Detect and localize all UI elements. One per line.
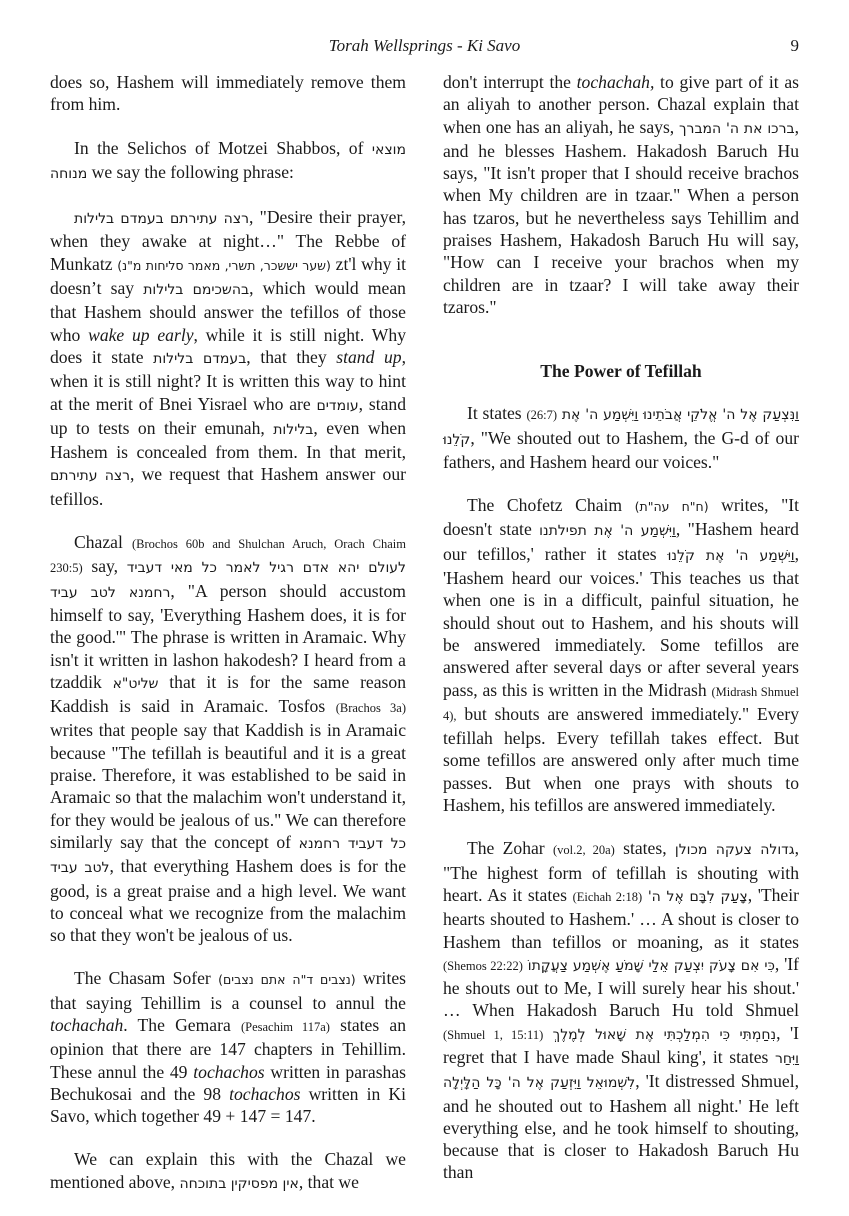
text-run: , 'Hashem heard our voices.' This teaches us that when one is in a difficult, painful situation, he should shout out to Hashem, and his shouts will be answered immediately. Some tefillos are answered after several days or after several years pass, as this is written in the Midrash [443, 543, 799, 700]
text-run: , "A person should accustom himself to say, 'Everything Hashem does, it is for the good.'" The phrase is written in Aramaic. Why isn't it written in lashon hakodesh? I heard from a tzaddik [50, 580, 406, 692]
text-run: . The Gemara [123, 1014, 241, 1035]
text-run: , while it is still night. Why does it state [50, 324, 406, 367]
text-run: , even when Hashem is concealed from them. In that merit, [50, 417, 407, 463]
italic-run: stand up [336, 346, 402, 367]
citation: (Pesachim 117a) [240, 1019, 330, 1034]
hebrew-phrase: נִחַמְתִּי כִּי הִמְלַכְתִּי אֶת שָׁאוּל לְמֶלֶךְ [552, 1026, 777, 1043]
italic-run: tochachah, [576, 72, 655, 92]
text-run: writes that people say that Kaddish is in Aramaic because "The tefillah is beautiful and it is a great praise. Therefore, it was established to be said in Aramaic so that the malachim won't understand it, for they would be jealous of us." We can therefore similarly say that the concept of [50, 720, 406, 852]
hebrew-phrase: וַיִּחַר לִשְׁמוּאֵל וַיִּזְעַק אֶל ה' כָּל הַלָּיְלָה [443, 1050, 799, 1092]
text-run: writes that saying Tehillim is a counsel to annul the [50, 968, 406, 1013]
text-run [543, 1023, 552, 1043]
left-column [50, 71, 406, 1216]
text-run: , stand up to tests on their emunah, [50, 393, 407, 438]
text-run: , that we [298, 1171, 359, 1192]
citation: (Brochos 60b and Shulchan Aruch, Orach Chaim 230:5) [50, 537, 407, 576]
text-run: , that they [246, 346, 337, 367]
text-run: Chazal [74, 532, 133, 553]
hebrew-phrase: רצה עתירתם [50, 468, 131, 485]
italic-run: tochachos [229, 1083, 301, 1104]
citation: (Brachos 3a) [335, 701, 406, 716]
italic-run: tochachos [193, 1061, 265, 1082]
text-run: written in Ki Savo, which together 49 + 147 = 147. [50, 1083, 406, 1127]
text-run: that it is for the same reason Kaddish is said in Aramaic. Tosfos [50, 671, 406, 717]
paragraph [443, 494, 799, 816]
text-run: The Zohar [467, 838, 553, 859]
text-run: , "The highest form of tefillah is shouting with heart. As it states [443, 838, 799, 905]
text-run: , and he blesses Hashem. Hakadosh Baruch Hu says, "It isn't proper that I should receive brachos when My children are in tzaar." When a person has tzaros, but he nevertheless says Tehillim and praises Hashem, Hakadosh Baruch Hu will say, "How can I receive your brachos when my children are in tzaar? I will take away their tzaros." [443, 116, 799, 317]
text-run: written in parashas Bechukosai and the 98 [50, 1061, 407, 1104]
page-number: 9 [790, 36, 799, 55]
hebrew-citation: (ח"ח עה"ת) [634, 499, 709, 515]
hebrew-citation: (שער יששכר, תשרי, מאמר סליחות מ"נ) [117, 257, 331, 273]
hebrew-phrase: אין מפסיקין בתוכחה [179, 1175, 299, 1192]
hebrew-phrase: גדולה צעקה מכולן [674, 842, 795, 859]
section-heading: The Power of Tefillah [540, 361, 702, 382]
text-run: , "We shouted out to Hashem, the G-d of our fathers, and Hashem heard our voices." [443, 427, 799, 472]
paragraph [50, 967, 406, 1127]
text-run: , 'If he shouts out to Me, I will surely hear his shout.' … When Hakadosh Baruch Hu told Shmuel [443, 953, 799, 1021]
hebrew-citation: (נצבים ד"ה אתם נצבים) [218, 972, 356, 988]
text-run: We can explain this with the Chazal we mentioned above, [50, 1149, 406, 1192]
hebrew-phrase: וַיִּשְׁמַע ה' אֶת תפילתנו [539, 523, 676, 540]
citation: (Shemos 22:22) [443, 958, 523, 973]
text-run: states, [614, 838, 675, 859]
text-run: don't interrupt the [443, 72, 577, 92]
citation: (vol.2, 20a) [552, 843, 615, 858]
text-run: , 'I regret that I have made Shaul king', it states [443, 1022, 800, 1067]
text-run: , "Hashem heard our tefillos,' rather it states [443, 519, 799, 564]
hebrew-phrase: כִּי אִם צָעֹק יִצְעַק אֵלַי שָׁמֹעַ אֶשְׁמַע צַעֲקָתוֹ [527, 957, 775, 974]
hebrew-phrase: וַיִּשְׁמַע ה' אֶת קֹלֵנוּ [667, 547, 795, 564]
right-column [443, 71, 799, 1205]
italic-run: tochachah [50, 1014, 124, 1035]
paragraph [50, 1148, 406, 1195]
citation: (Shmuel 1, 15:11) [443, 1027, 544, 1042]
hebrew-phrase: בהשכימם בלילות [143, 282, 250, 299]
hebrew-phrase: מוצאי מנוחה [50, 141, 406, 182]
text-run: In the Selichos of Motzei Shabbos, of [74, 137, 372, 158]
paragraph [50, 137, 406, 186]
hebrew-phrase: לעולם יהא אדם רגיל לאמר כל מאי דעביד רחמנא לטב עביד [50, 560, 406, 601]
hebrew-phrase: בלילות [273, 421, 314, 438]
text-run: , "Desire their prayer, when they awake at night…" The Rebbe of Munkatz [50, 207, 406, 274]
paragraph [50, 71, 406, 116]
text-run: The Chasam Sofer [74, 968, 219, 989]
italic-run: wake up early [88, 324, 194, 345]
text-run: , which would mean that Hashem should answer the tefillos of those who [50, 278, 406, 345]
running-title: Torah Wellsprings - Ki Savo [328, 36, 521, 55]
hebrew-phrase: וַנִּצְעַק אֶל ה' אֱלֹקֵי אֲבֹתֵינוּ וַיִּשְׁמַע ה' אֶת קֹלֵנוּ [443, 407, 799, 448]
page-header [0, 34, 849, 58]
citation: (Eichah 2:18) [572, 889, 643, 904]
text-run: we say the following phrase: [87, 161, 294, 182]
paragraph [443, 837, 799, 1183]
citation: (26:7) [526, 408, 558, 423]
text-run: , we request that Hashem answer our tefillos. [50, 464, 406, 509]
text-run: , 'Their hearts shouted to Hashem.' … A shout is closer to Hashem than tefillos or moaning, as it states [443, 884, 799, 952]
paragraph [50, 531, 406, 946]
hebrew-phrase: רצה עתירתם בעמדם בלילות [74, 211, 250, 228]
text-run: to give part of it as an aliyah to another person. Chazal explain that when one has an aliyah, he says, [443, 72, 799, 137]
paragraph [443, 402, 799, 473]
text-run: states an opinion that there are 147 chapters in Tehillim. These annul the 49 [50, 1014, 406, 1082]
hebrew-phrase: בעמדם בלילות [153, 350, 247, 367]
hebrew-phrase: שליט"א [112, 675, 159, 692]
text-run: writes, "It doesn't state [443, 495, 800, 540]
paragraph [50, 206, 406, 510]
citation: (Midrash Shmuel 4), [443, 684, 799, 723]
hebrew-phrase: ברכו את ה' המברך [679, 120, 795, 137]
text-run: but shouts are answered immediately." Every tefillah helps. Every tefillah takes effect. But some tefillos are answered only after much time passes. But when one prays with shouts to Hashem, his tefillos are answered immediately. [443, 703, 799, 816]
text-run: , when it is still night? It is written this way to hint at the merit of Bnei Yisrael who are [50, 346, 407, 414]
hebrew-phrase: עומדים [316, 397, 359, 414]
text-run: does so, Hashem will immediately remove them from him. [50, 72, 406, 115]
text-run: , that everything Hashem does is for the good, is a great praise and a high level. We want to conceal what we recognize from the malachim so that they won't be jealous of us. [50, 856, 407, 946]
text-run: It states [467, 403, 527, 424]
text-run: The Chofetz Chaim [467, 495, 635, 516]
hebrew-phrase: צָעַק לִבָּם אֶל ה' [647, 888, 748, 905]
text-run: zt'l why it doesn’t say [50, 253, 406, 299]
paragraph [443, 71, 799, 318]
hebrew-phrase: כל דעביד רחמנא לטב עביד [50, 835, 406, 877]
text-run: say, [82, 556, 127, 577]
text-run: , 'It distressed Shmuel, and he shouted out to Hashem all night.' He left everything else, and he took himself to shouting, because that is closer to Hakadosh Baruch Hu than [443, 1071, 799, 1183]
